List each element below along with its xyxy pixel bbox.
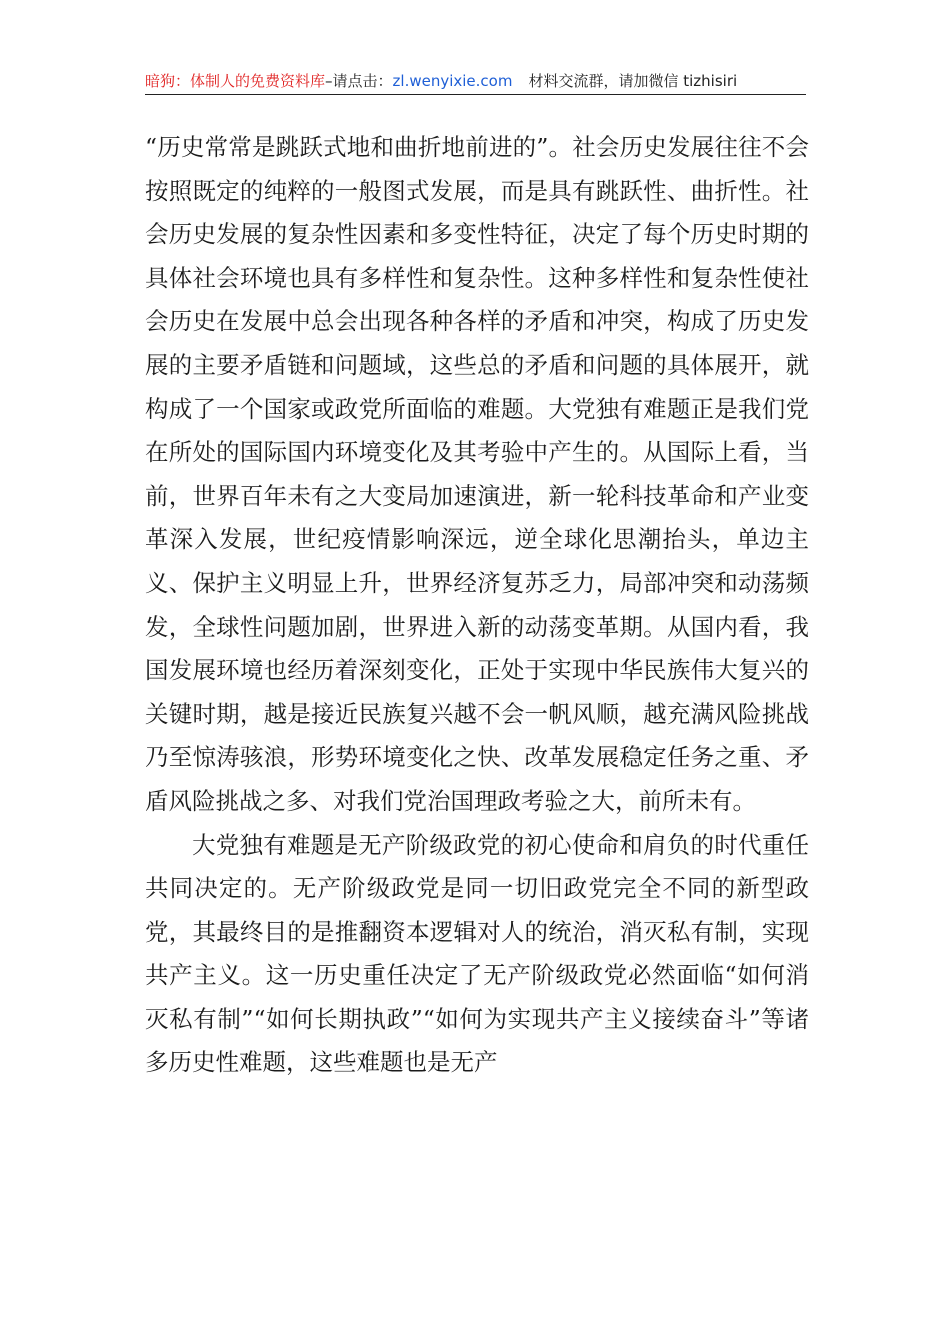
header-link[interactable]: zl.wenyixie.com	[392, 72, 513, 90]
header-click-prompt: –请点击：	[325, 72, 393, 90]
header-group-info: 材料交流群，请加微信 tizhisiri	[528, 72, 738, 90]
document-body	[145, 126, 809, 1085]
paragraph-1: “历史常常是跳跃式地和曲折地前进的”。社会历史发展往往不会按照既定的纯粹的一般图式发展，而是具有跳跃性、曲折性。社会历史发展的复杂性因素和多变性特征，决定了每个历史时期的具体社会环境也具有多样性和复杂性。这种多样性和复杂性使社会历史在发展中总会出现各种各样的矛盾和冲突，构成了历史发展的主要矛盾链和问题域，这些总的矛盾和问题的具体展开，就构成了一个国家或政党所面临的难题。大党独有难题正是我们党在所处的国际国内环境变化及其考验中产生的。从国际上看，当前，世界百年未有之大变局加速演进，新一轮科技革命和产业变革深入发展，世纪疫情影响深远，逆全球化思潮抬头，单边主义、保护主义明显上升，世界经济复苏乏力，局部冲突和动荡频发，全球性问题加剧，世界进入新的动荡变革期。从国内看，我国发展环境也经历着深刻变化，正处于实现中华民族伟大复兴的关键时期，越是接近民族复兴越不会一帆风顺，越充满风险挑战乃至惊涛骇浪，形势环境变化之快、改革发展稳定任务之重、矛盾风险挑战之多、对我们党治国理政考验之大，前所未有。	[145, 133, 809, 815]
paragraph-2: 大党独有难题是无产阶级政党的初心使命和肩负的时代重任共同决定的。无产阶级政党是同一切旧政党完全不同的新型政党，其最终目的是推翻资本逻辑对人的统治，消灭私有制，实现共产主义。这一历史重任决定了无产阶级政党必然面临“如何消灭私有制”“如何长期执政”“如何为实现共产主义接续奋斗”等诸多历史性难题，这些难题也是无产	[145, 830, 809, 1077]
page-header	[145, 68, 806, 95]
header-brand: 暗狗：体制人的免费资料库	[145, 72, 326, 90]
